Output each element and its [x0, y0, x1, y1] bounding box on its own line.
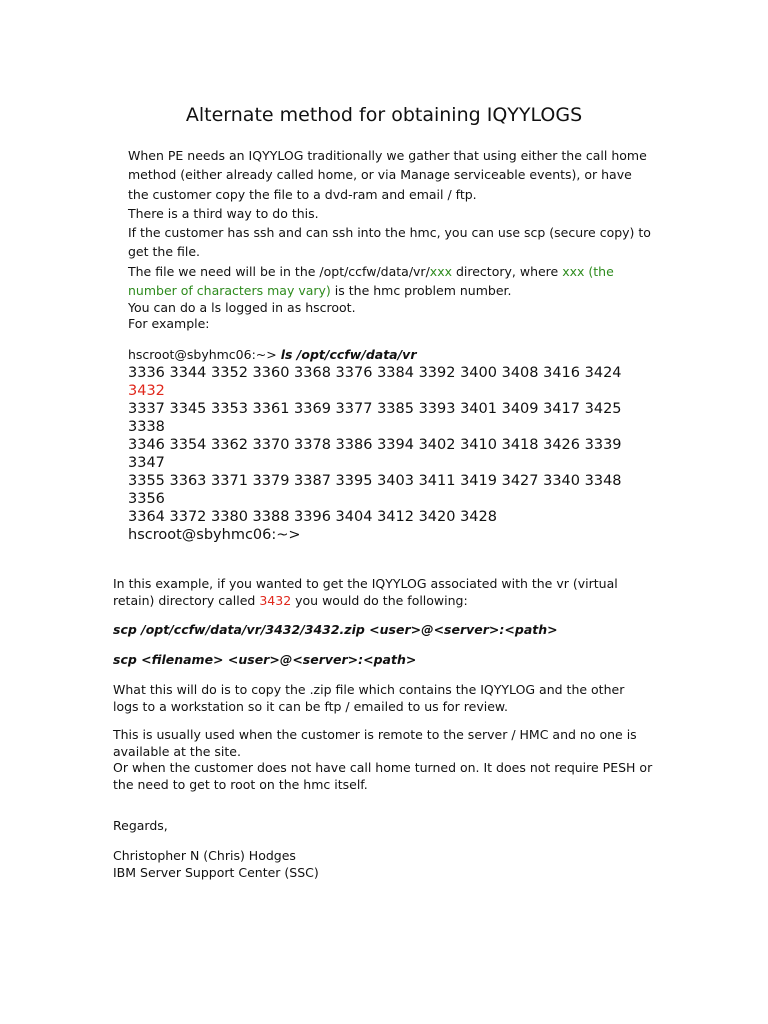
output-row: 3338: [128, 419, 165, 435]
output-row: 3364 3372 3380 3388 3396 3404 3412 3420 3428: [128, 509, 497, 525]
signature-block: [113, 848, 673, 881]
example-paragraph: [113, 576, 673, 609]
terminal-prompt: hscroot@sbyhmc06:~>: [128, 347, 281, 362]
placeholder-xxx: xxx: [429, 263, 452, 279]
directory-highlight: 3432: [259, 592, 292, 608]
usage-line: This is usually used when the customer is remote to the server / HMC and no one is: [113, 727, 637, 742]
terminal-end-prompt: hscroot@sbyhmc06:~>: [128, 527, 301, 543]
output-row: 3337 3345 3353 3361 3369 3377 3385 3393 3401 3409 3417 3425: [128, 401, 622, 417]
intro-line: For example:: [128, 316, 210, 332]
example-text: retain) directory called: [113, 592, 260, 608]
placeholder-note-cont: number of characters may vary): [128, 283, 331, 299]
output-row: 3347: [128, 455, 165, 471]
intro-line-path: [128, 262, 658, 281]
output-row: 3336 3344 3352 3360 3368 3376 3384 3392 3400 3408 3416 3424: [128, 365, 622, 381]
output-row: 3355 3363 3371 3379 3387 3395 3403 3411 3419 3427 3340 3348: [128, 473, 622, 489]
intro-text: is the hmc problem number.: [330, 283, 512, 299]
path-text: The file we need will be in the /opt/ccfw/data/vr/: [128, 263, 430, 279]
intro-line: method (either already called home, or via Manage serviceable events), or have: [128, 167, 632, 183]
terminal-command: ls /opt/ccfw/data/vr: [280, 347, 417, 362]
explain-line: What this will do is to copy the .zip file which contains the IQYYLOG and the other: [113, 682, 625, 697]
intro-line: You can do a ls logged in as hscroot.: [128, 300, 356, 316]
usage-paragraph: [113, 727, 673, 793]
usage-line: Or when the customer does not have call home turned on. It does not require PESH or: [113, 760, 653, 775]
scp-command-1: scp /opt/ccfw/data/vr/3432/3432.zip <user>@<server>:<path>: [113, 622, 558, 637]
intro-line: When PE needs an IQYYLOG traditionally we gather that using either the call home: [128, 148, 647, 163]
explain-line: logs to a workstation so it can be ftp / emailed to us for review.: [113, 698, 508, 714]
terminal-command-line: [128, 347, 417, 363]
intro-line: There is a third way to do this.: [128, 205, 319, 221]
terminal-output: [128, 364, 658, 544]
explain-paragraph: [113, 682, 673, 715]
intro-line: the customer copy the file to a dvd-ram and email / ftp.: [128, 186, 477, 202]
output-row: 3356: [128, 491, 165, 507]
intro-text: directory, where: [452, 263, 563, 279]
usage-line: the need to get to root on the hmc itself.: [113, 776, 368, 792]
output-row: 3346 3354 3362 3370 3378 3386 3394 3402 3410 3418 3426 3339: [128, 437, 622, 453]
usage-line: available at the site.: [113, 743, 241, 759]
signature-regards: Regards,: [113, 818, 168, 833]
output-row-highlight: 3432: [128, 383, 165, 399]
page-title: Alternate method for obtaining IQYYLOGS: [185, 104, 583, 126]
placeholder-note: xxx (the: [562, 263, 614, 279]
example-line: In this example, if you wanted to get the IQYYLOG associated with the vr (virtual: [113, 576, 618, 591]
example-line: [113, 593, 673, 610]
intro-line: [128, 281, 658, 300]
intro-paragraph: [128, 146, 658, 332]
signature-org: IBM Server Support Center (SSC): [113, 864, 319, 880]
intro-line: get the file.: [128, 244, 200, 260]
signature-name: Christopher N (Chris) Hodges: [113, 848, 296, 863]
example-text: you would do the following:: [291, 592, 468, 608]
intro-line: If the customer has ssh and can ssh into the hmc, you can use scp (secure copy) to: [128, 225, 651, 241]
scp-command-2: scp <filename> <user>@<server>:<path>: [113, 652, 417, 667]
